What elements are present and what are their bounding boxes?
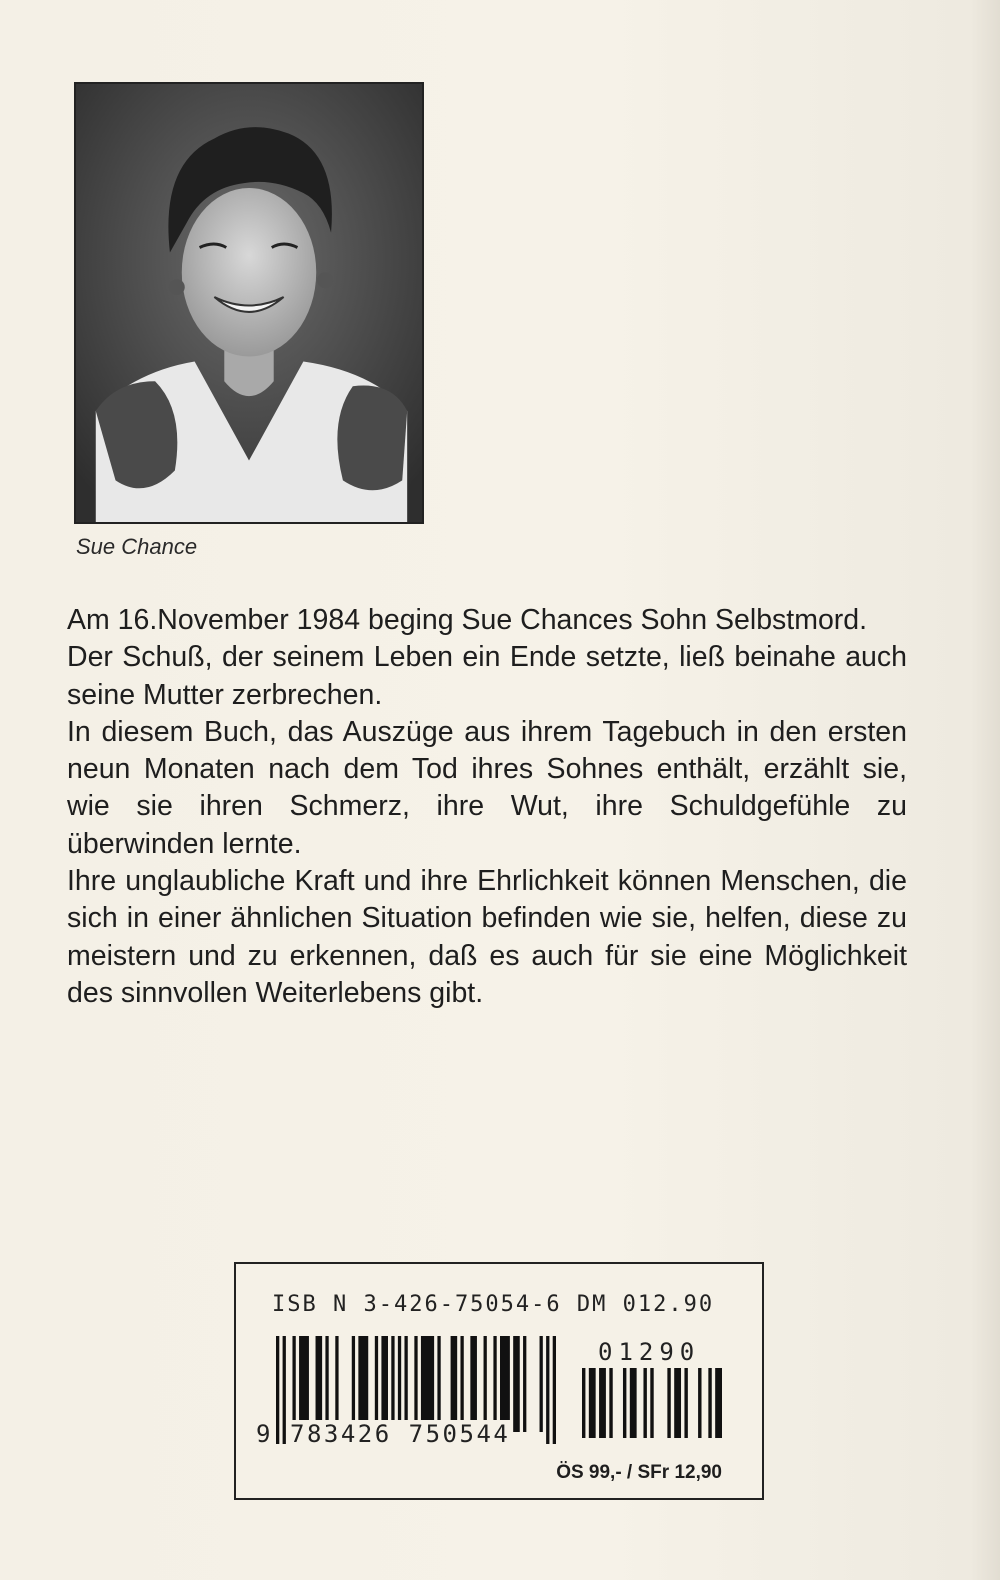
barcode-bar (708, 1368, 711, 1438)
barcode-bar (513, 1336, 520, 1432)
barcode-bar (325, 1336, 328, 1432)
barcode-bar (500, 1336, 510, 1432)
barcode-bar (451, 1336, 458, 1432)
barcode-bar (643, 1368, 646, 1438)
barcode-bar (398, 1336, 401, 1432)
author-photo (74, 82, 424, 524)
barcode-bar (623, 1368, 626, 1438)
barcode-bar (630, 1368, 637, 1438)
barcode-bar (437, 1336, 440, 1432)
barcode-bar (352, 1336, 355, 1432)
addon-digits: 01290 (598, 1338, 701, 1366)
barcode-bar (493, 1336, 496, 1432)
barcode-bar (674, 1368, 681, 1438)
barcode-bar (667, 1368, 670, 1438)
barcode-bar (582, 1368, 585, 1438)
barcode-bar (299, 1336, 309, 1432)
barcode-bar (553, 1336, 556, 1444)
barcode-bar (276, 1336, 279, 1444)
barcode-bar (715, 1368, 722, 1438)
addon-barcode (582, 1368, 722, 1438)
barcode-bar (283, 1336, 286, 1444)
blurb-text (67, 602, 907, 1012)
barcode-bar (650, 1368, 653, 1438)
barcode-bar (470, 1336, 477, 1432)
barcode-bar (335, 1336, 338, 1432)
barcode-bar (523, 1336, 526, 1432)
blurb-paragraph: Am 16.November 1984 beging Sue Chances Sohn Selbstmord. (67, 604, 868, 636)
barcode-bar (599, 1368, 606, 1438)
barcode-bar (698, 1368, 701, 1438)
blurb-paragraph: Ihre unglaubliche Kraft und ihre Ehrlichkeit können Menschen, die sich in einer ähnlichen Situation befinden wie sie, helfen, diese zu meistern und zu erkennen, daß es auch für sie eine Möglichkeit des sinnvollen Weiterlebens gibt. (67, 865, 907, 1009)
barcode-bar (421, 1336, 434, 1432)
ean-first-digit: 9 (256, 1420, 271, 1448)
photo-caption: Sue Chance (76, 534, 198, 559)
blurb-paragraph: In diesem Buch, das Auszüge aus ihrem Tagebuch in den ersten neun Monaten nach dem Tod ihres Sohnes enthält, erzählt sie, wie sie ihren Schmerz, ihre Wut, ihre Schuldgefühle zu überwinden lernte. (67, 715, 907, 860)
barcode-bar (292, 1336, 295, 1432)
barcode-bar (540, 1336, 543, 1432)
barcode-bar (391, 1336, 394, 1432)
blurb-paragraph: Der Schuß, der seinem Leben ein Ende setzte, ließ beinahe auch seine Mutter zerbrechen. (67, 641, 907, 711)
barcode-bar (381, 1336, 388, 1432)
barcode-bar (484, 1336, 487, 1432)
barcode-label (234, 1262, 764, 1500)
price-line: ÖS 99,- / SFr 12,90 (556, 1462, 722, 1483)
barcode-bar (589, 1368, 596, 1438)
barcode-bar (316, 1336, 323, 1432)
barcode-bar (546, 1336, 549, 1444)
ean-digits: 783426 750544 (290, 1420, 511, 1448)
barcode-bar (609, 1368, 612, 1438)
isbn-price-line: ISB N 3-426-75054-6 DM 012.90 (272, 1292, 715, 1317)
barcode-bar (358, 1336, 368, 1432)
barcode-bar (684, 1368, 687, 1438)
barcode-bar (375, 1336, 378, 1432)
barcode-bar (460, 1336, 463, 1432)
